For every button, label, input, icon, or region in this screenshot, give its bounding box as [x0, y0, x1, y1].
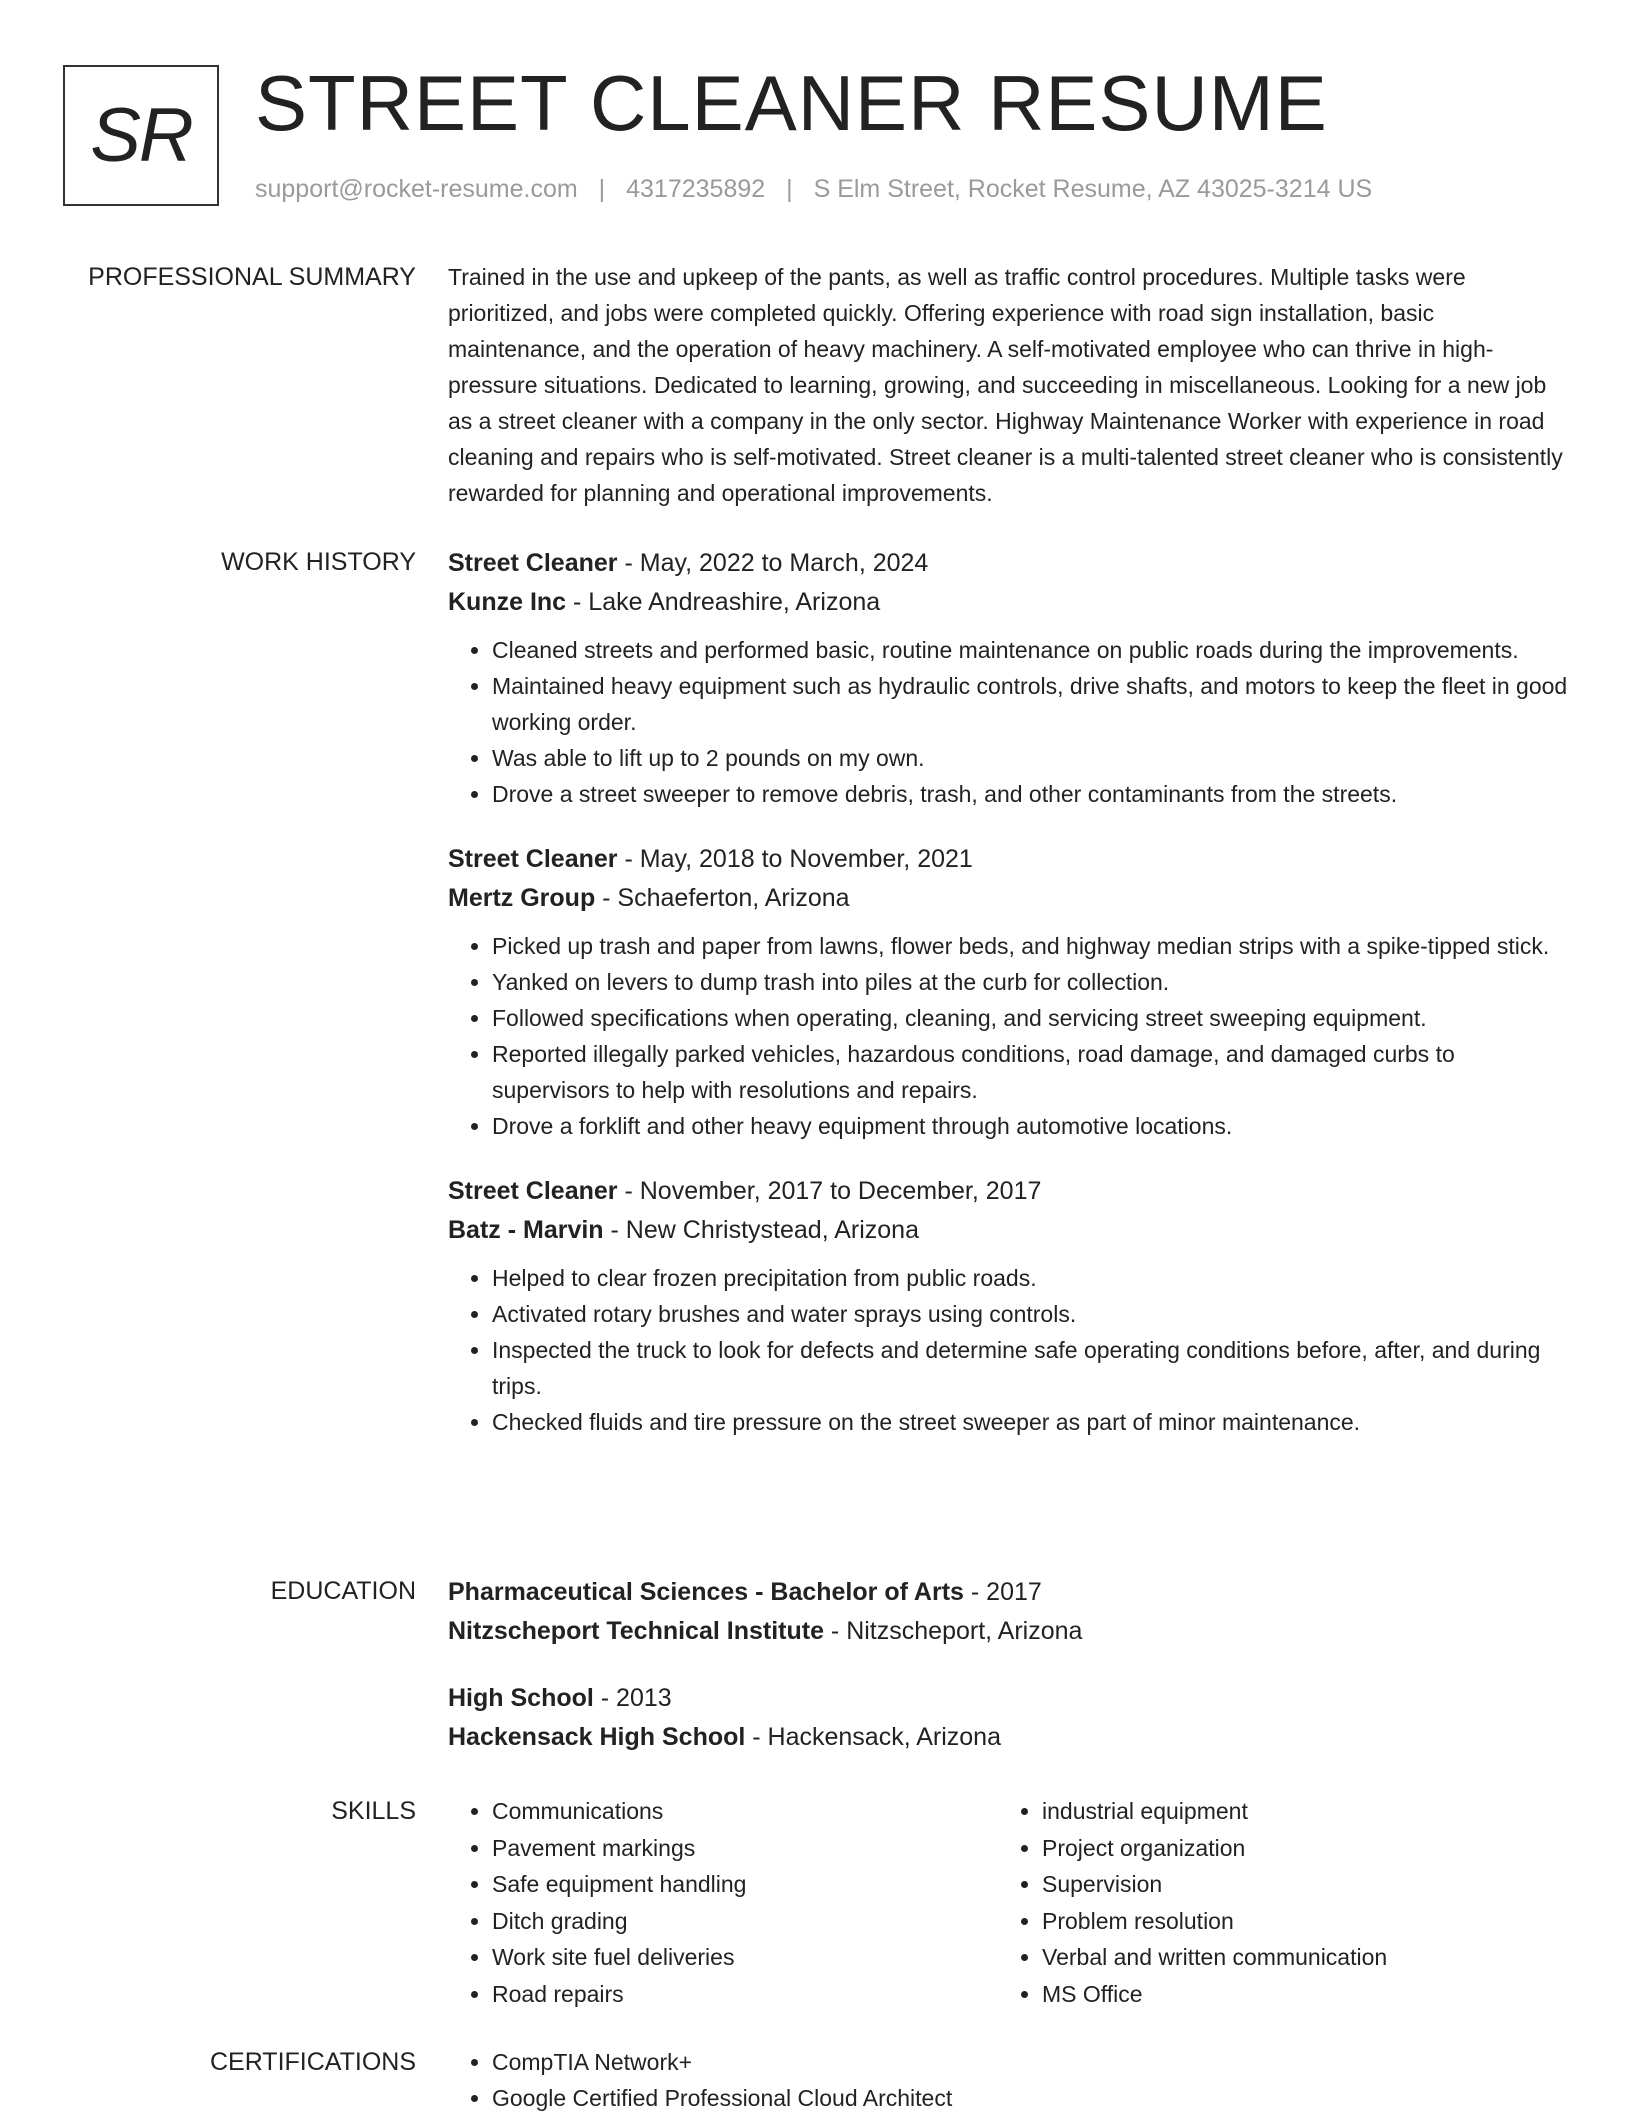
section-label-education: EDUCATION: [270, 1577, 416, 1605]
job-company-line: [448, 879, 1568, 918]
section-label-summary: PROFESSIONAL SUMMARY: [88, 263, 416, 291]
section-label-skills: SKILLS: [331, 1797, 416, 1825]
job-bullet: • Maintained heavy equipment such as hydraulic controls, drive shafts, and motors to keep the fleet in good working order.: [492, 668, 1568, 740]
skill-item: • Problem resolution: [1042, 1903, 1548, 1940]
skill-item: • Verbal and written communication: [1042, 1939, 1548, 1976]
skill-item: • Supervision: [1042, 1866, 1548, 1903]
job-dates: - November, 2017 to December, 2017: [617, 1177, 1042, 1205]
job-dates: - May, 2018 to November, 2021: [617, 845, 973, 873]
job-bullet: • Followed specifications when operating, cleaning, and servicing street sweeping equipment.: [492, 1000, 1568, 1036]
skill-item: • Road repairs: [492, 1976, 998, 2013]
degree-year: - 2013: [593, 1684, 672, 1712]
job-company: Batz - Marvin: [448, 1216, 604, 1244]
resume-title: STREET CLEANER RESUME: [255, 59, 1328, 147]
job-title: Street Cleaner: [448, 1177, 618, 1205]
contact-phone[interactable]: 4317235892: [626, 175, 766, 203]
job-bullet: • Was able to lift up to 2 pounds on my own.: [492, 740, 1568, 776]
degree: Pharmaceutical Sciences - Bachelor of Arts: [448, 1578, 964, 1606]
skill-item: • Pavement markings: [492, 1830, 998, 1867]
job-bullet: • Drove a forklift and other heavy equipment through automotive locations.: [492, 1108, 1568, 1144]
job-entry: [448, 840, 1568, 1144]
certification-item: • CompTIA Network+: [492, 2044, 1568, 2080]
job-title: Street Cleaner: [448, 549, 618, 577]
job-bullet: • Activated rotary brushes and water sprays using controls.: [492, 1296, 1568, 1332]
skills-body: [448, 1793, 1568, 2012]
job-bullet: • Reported illegally parked vehicles, hazardous conditions, road damage, and damaged curbs to supervisors to help with resolutions and repairs.: [492, 1036, 1568, 1108]
job-title-line: [448, 1172, 1568, 1211]
school-line: [448, 1612, 1568, 1651]
job-location: - New Christystead, Arizona: [603, 1216, 919, 1244]
job-bullet: • Helped to clear frozen precipitation from public roads.: [492, 1260, 1568, 1296]
education-entry: [448, 1573, 1568, 1651]
degree-year: - 2017: [963, 1578, 1042, 1606]
job-location: - Lake Andreashire, Arizona: [566, 588, 881, 616]
skill-item: • industrial equipment: [1042, 1793, 1548, 1830]
degree-line: [448, 1679, 1568, 1718]
skill-item: • Project organization: [1042, 1830, 1548, 1867]
skills-list-right: [998, 1793, 1548, 2012]
job-entry: [448, 544, 1568, 812]
job-title-line: [448, 840, 1568, 879]
education-entry: [448, 1679, 1568, 1757]
skill-item: • Safe equipment handling: [492, 1866, 998, 1903]
job-bullets: [448, 632, 1568, 812]
skill-item: • Work site fuel deliveries: [492, 1939, 998, 1976]
job-dates: - May, 2022 to March, 2024: [617, 549, 929, 577]
job-title-line: [448, 544, 1568, 583]
degree-line: [448, 1573, 1568, 1612]
contact-line: [255, 175, 1372, 204]
section-label-work: WORK HISTORY: [221, 548, 416, 576]
school: Nitzscheport Technical Institute: [448, 1617, 824, 1645]
school-line: [448, 1718, 1568, 1757]
education-body: [448, 1573, 1568, 1785]
certifications-list: [448, 2044, 1568, 2116]
initials-monogram: SR: [63, 65, 219, 206]
job-bullet: • Yanked on levers to dump trash into piles at the curb for collection.: [492, 964, 1568, 1000]
certification-item: • Google Certified Professional Cloud Architect: [492, 2080, 1568, 2116]
job-bullet: • Drove a street sweeper to remove debris, trash, and other contaminants from the streets.: [492, 776, 1568, 812]
job-bullets: [448, 1260, 1568, 1440]
job-company-line: [448, 583, 1568, 622]
contact-separator: |: [786, 175, 793, 203]
school: Hackensack High School: [448, 1723, 746, 1751]
contact-email[interactable]: support@rocket-resume.com: [255, 175, 578, 203]
job-company: Mertz Group: [448, 884, 596, 912]
work-body: [448, 544, 1568, 1468]
job-entry: [448, 1172, 1568, 1440]
summary-text: Trained in the use and upkeep of the pants, as well as traffic control procedures. Multiple tasks were prioritized, and jobs were completed quickly. Offering experience with road sign installation, basic maintenance, and the operation of heavy machinery. A self-motivated employee who can thrive in high-pressure situations. Dedicated to learning, growing, and succeeding in miscellaneous. Looking for a new job as a street cleaner with a company in the only sector. Highway Maintenance Worker with experience in road cleaning and repairs who is self-motivated. Street cleaner is a multi-talented street cleaner who is consistently rewarded for planning and operational improvements.: [448, 264, 1563, 506]
degree: High School: [448, 1684, 594, 1712]
section-label-certifications: CERTIFICATIONS: [209, 2048, 416, 2076]
job-location: - Schaeferton, Arizona: [595, 884, 850, 912]
contact-separator: |: [598, 175, 606, 203]
summary-body: [448, 259, 1568, 511]
skill-item: • Communications: [492, 1793, 998, 1830]
job-company-line: [448, 1211, 1568, 1250]
school-location: - Hackensack, Arizona: [745, 1723, 1001, 1751]
skills-grid: [448, 1793, 1568, 2012]
resume-header: [63, 59, 1572, 210]
certifications-body: [448, 2044, 1568, 2116]
job-company: Kunze Inc: [448, 588, 567, 616]
job-bullet: • Inspected the truck to look for defects and determine safe operating conditions before, after, and during trips.: [492, 1332, 1568, 1404]
school-location: - Nitzscheport, Arizona: [823, 1617, 1083, 1645]
job-bullets: [448, 928, 1568, 1144]
job-bullet: • Picked up trash and paper from lawns, flower beds, and highway median strips with a spike-tipped stick.: [492, 928, 1568, 964]
job-bullet: • Checked fluids and tire pressure on the street sweeper as part of minor maintenance.: [492, 1404, 1568, 1440]
skill-item: • Ditch grading: [492, 1903, 998, 1940]
job-title: Street Cleaner: [448, 845, 618, 873]
contact-address: S Elm Street, Rocket Resume, AZ 43025-3214 US: [813, 175, 1373, 203]
job-bullet: • Cleaned streets and performed basic, routine maintenance on public roads during the improvements.: [492, 632, 1568, 668]
skills-list-left: [448, 1793, 998, 2012]
skill-item: • MS Office: [1042, 1976, 1548, 2013]
